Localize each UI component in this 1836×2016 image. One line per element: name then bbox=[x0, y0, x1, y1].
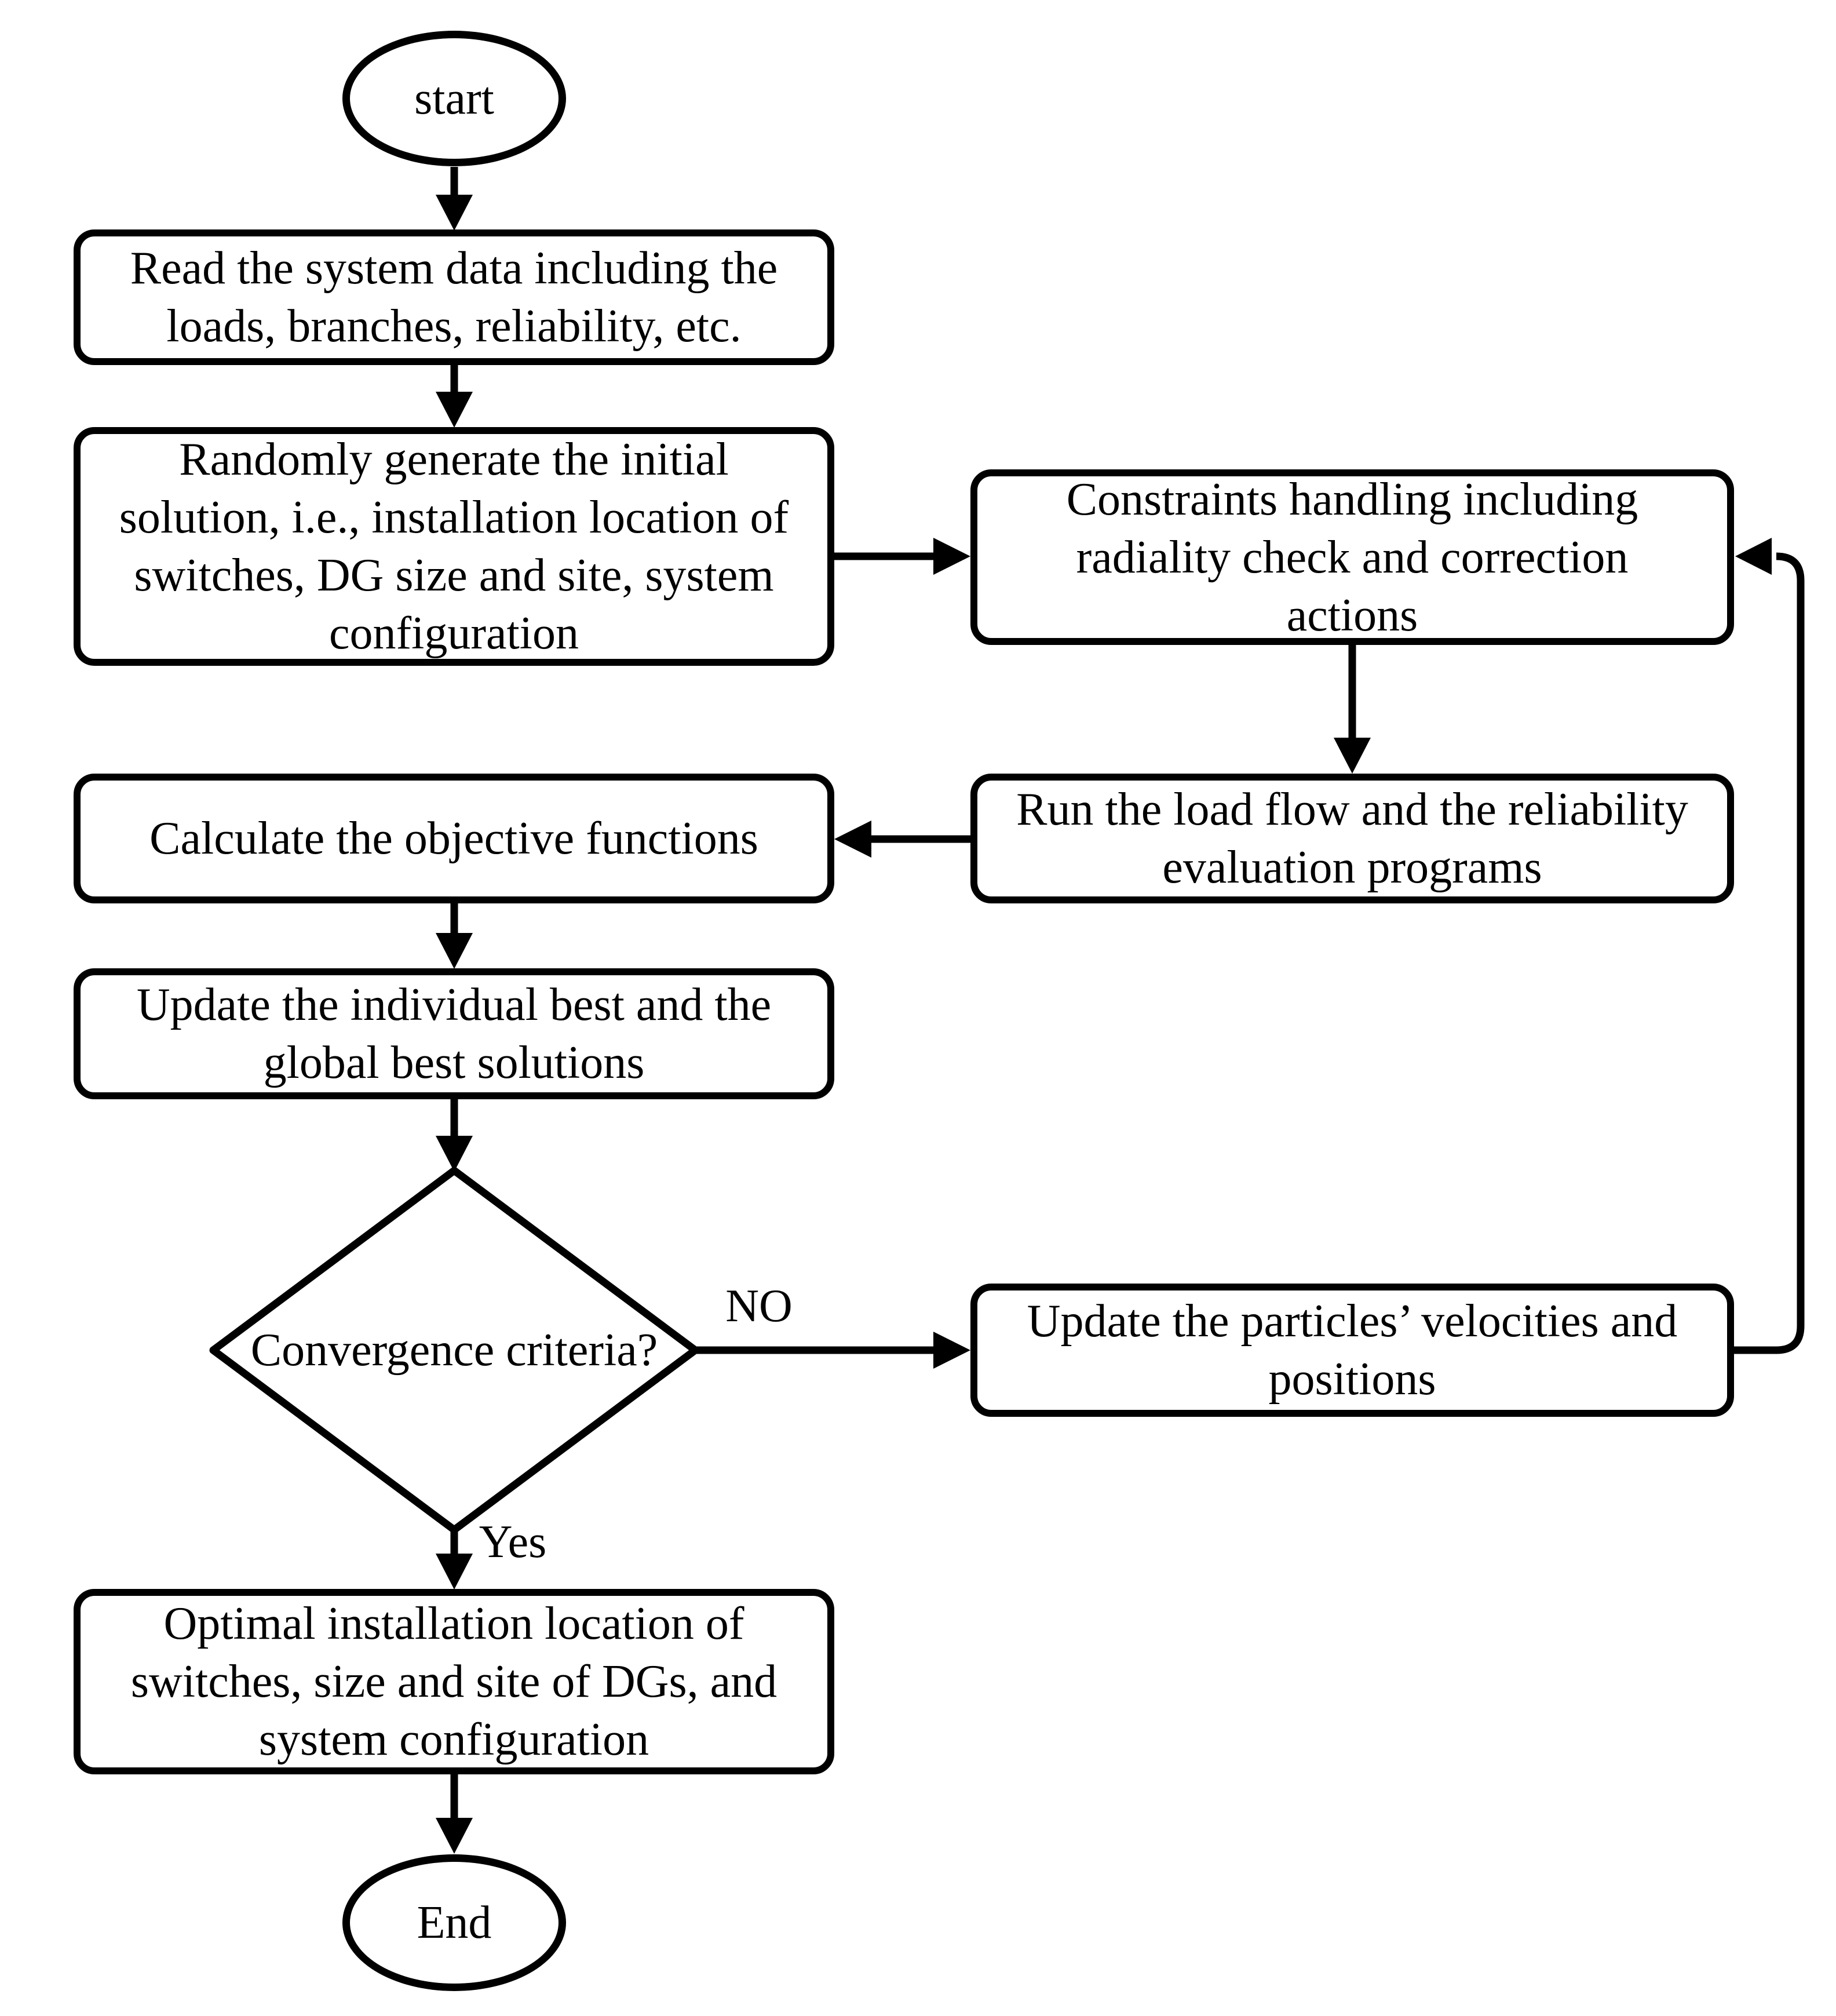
process-line: system configuration bbox=[258, 1714, 649, 1765]
process-line: Update the individual best and the bbox=[136, 979, 772, 1030]
process-optimal-result bbox=[74, 1589, 834, 1774]
process-line: solution, i.e., installation location of bbox=[119, 492, 789, 543]
process-calculate-objectives bbox=[74, 774, 834, 903]
process-read-system-data bbox=[74, 229, 834, 365]
arrow-constraints-to-loadflow-head bbox=[1334, 738, 1371, 774]
arrow-convergence-no-head bbox=[933, 1332, 970, 1369]
process-line: actions bbox=[1286, 589, 1418, 641]
process-update-best-solutions bbox=[74, 968, 834, 1099]
process-line: evaluation programs bbox=[1162, 842, 1542, 893]
arrow-optimal-to-end-head bbox=[436, 1818, 473, 1854]
process-generate-initial-solution bbox=[74, 427, 834, 666]
process-line: radiality check and correction bbox=[1076, 531, 1629, 583]
feedback-to-constraints-head bbox=[1735, 538, 1772, 575]
terminator-start-label: start bbox=[414, 73, 494, 124]
process-constraints-handling bbox=[970, 469, 1734, 645]
process-line: configuration bbox=[329, 608, 579, 659]
process-line: Optimal installation location of bbox=[163, 1598, 744, 1649]
arrow-generate-to-constraints-head bbox=[933, 538, 970, 575]
edge-label-no: NO bbox=[725, 1281, 793, 1332]
process-line: Randomly generate the initial bbox=[179, 434, 729, 485]
arrow-read-to-generate-head bbox=[436, 392, 473, 428]
process-line: Update the particles’ velocities and bbox=[1027, 1296, 1678, 1347]
terminator-start bbox=[342, 31, 566, 166]
process-line: Read the system data including the bbox=[130, 243, 778, 294]
terminator-end-label: End bbox=[417, 1897, 492, 1948]
decision-convergence-label: Convergence criteria? bbox=[250, 1325, 658, 1376]
process-line: Calculate the objective functions bbox=[149, 813, 758, 864]
process-line: switches, size and site of DGs, and bbox=[130, 1656, 778, 1707]
arrow-updatebest-to-convergence-head bbox=[436, 1136, 473, 1172]
process-line: switches, DG size and site, system bbox=[134, 550, 774, 601]
arrow-start-to-read-head bbox=[436, 195, 473, 231]
edge-label-yes: Yes bbox=[479, 1516, 547, 1567]
process-line: loads, branches, reliability, etc. bbox=[166, 301, 742, 352]
process-line: Constraints handling including bbox=[1066, 473, 1638, 525]
process-run-load-flow bbox=[970, 774, 1734, 903]
terminator-end bbox=[342, 1854, 566, 1991]
process-update-particles bbox=[970, 1284, 1734, 1417]
arrow-objective-to-updatebest-head bbox=[436, 933, 473, 969]
process-line: Run the load flow and the reliability bbox=[1016, 784, 1688, 835]
process-line: global best solutions bbox=[263, 1037, 645, 1088]
feedback-loop-line bbox=[1734, 556, 1801, 1350]
process-line: positions bbox=[1268, 1354, 1436, 1405]
arrow-loadflow-to-objective-head bbox=[834, 821, 871, 858]
